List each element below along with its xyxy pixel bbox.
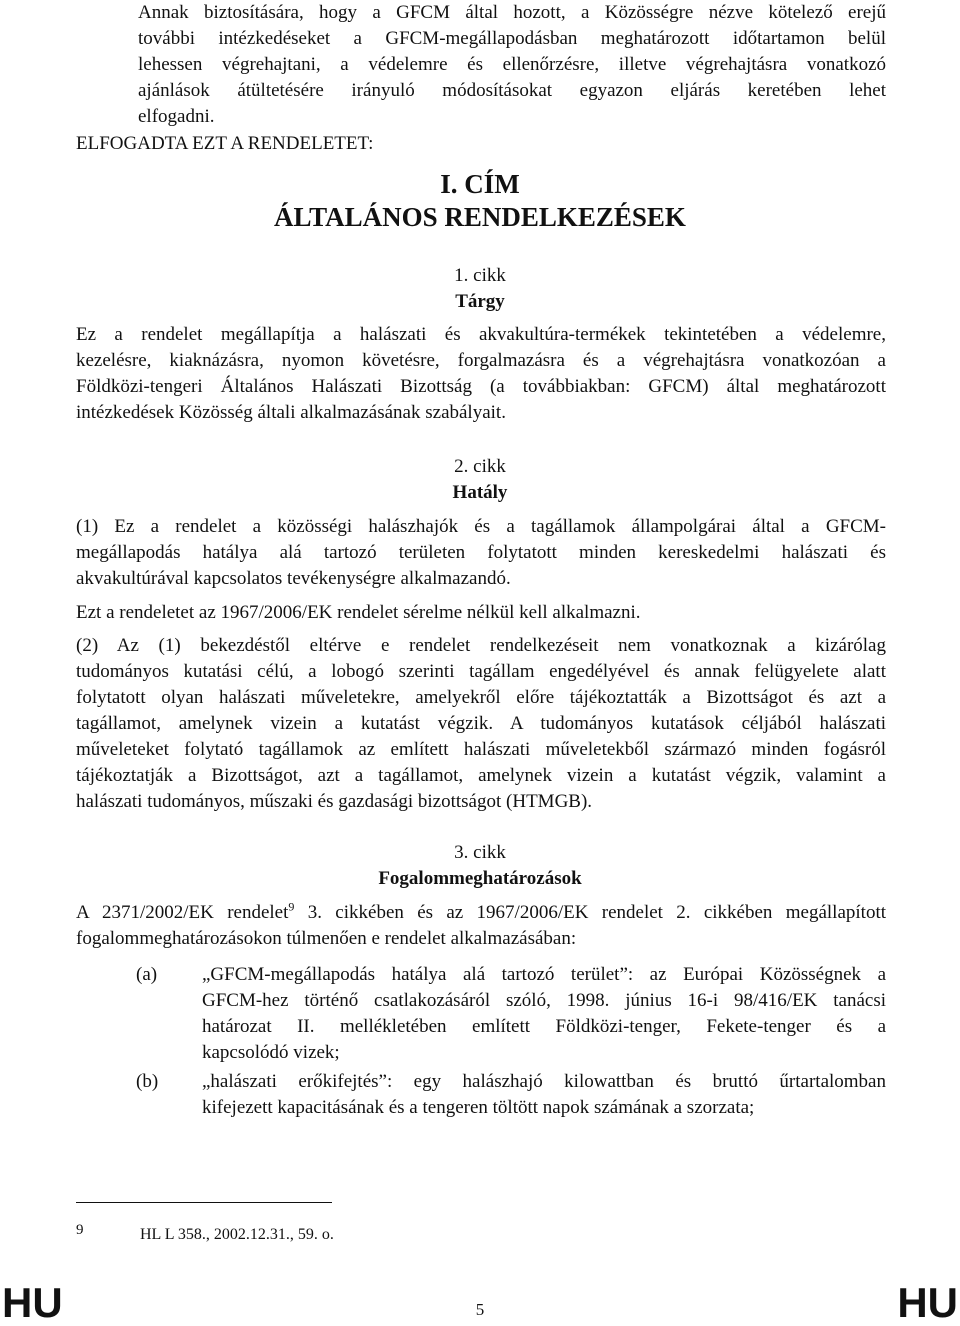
footer-language-right: HU (897, 1279, 958, 1326)
adopted-statement: ELFOGADTA EZT A RENDELETET: (76, 133, 374, 154)
article-1-line: Ez a rendelet megállapítja a halászati és akvakultúra-termékek tekintetében a védelemre, (76, 324, 886, 345)
item-a-line: határozat II. mellékletében említett Földközi-tenger, Fekete-tenger és a (202, 1016, 886, 1037)
item-a-text (202, 962, 886, 1066)
article-2-p3-line: folytatott olyan halászati műveletekre, amelyekről előre tájékoztatták a Bizottságot és azt a (76, 687, 886, 708)
footer-language-left: HU (2, 1279, 63, 1326)
article-2-p1-line: (1) Ez a rendelet a közösségi halászhajók és a tagállamok állampolgárai által a GFCM- (76, 516, 886, 537)
title-heading: ÁLTALÁNOS RENDELKEZÉSEK (274, 202, 686, 232)
article-1-line: kezelésre, kiaknázásra, nyomon követésre, forgalmazásra és a végrehajtásra vonatkozóan a (76, 350, 886, 371)
article-3-heading: Fogalommeghatározások (378, 868, 582, 889)
item-b-label: (b) (136, 1071, 159, 1092)
footnote-separator (76, 1202, 332, 1203)
item-a-line: kapcsolódó vizek; (202, 1042, 340, 1063)
article-2-paragraph-3 (76, 633, 886, 815)
article-2-p1-line: megállapodás hatálya alá tartozó területen folytatott minden kereskedelmi halászati és (76, 542, 886, 563)
article-3-number: 3. cikk (454, 842, 506, 863)
item-b-line: kifejezett kapacitásának és a tengeren töltött napok számának a szorzata; (202, 1097, 755, 1118)
article-1-line: Földközi-tengeri Általános Halászati Bizottság (a továbbiakban: GFCM) által meghatározott (76, 376, 886, 397)
article-2-paragraph-1 (76, 514, 886, 592)
article-1-number: 1. cikk (454, 265, 506, 286)
preamble-paragraph (138, 0, 886, 130)
article-2-p3-line: tagállamot, amelynek vizein a kutatást végzik. A tudományos kutatások céljából halászati (76, 713, 886, 734)
item-b-text (202, 1069, 886, 1121)
preamble-line: ajánlások átültetésére irányuló módosításokat egyazon eljárás keretében lehet (138, 80, 886, 101)
article-1-heading: Tárgy (455, 291, 505, 312)
article-1-line: intézkedések Közösség általi alkalmazásának szabályait. (76, 402, 506, 423)
article-2-number: 2. cikk (454, 456, 506, 477)
article-3-intro-line: A 2371/2002/EK rendelet$^9$ 3. cikkében és az 1967/2006/EK rendelet 2. cikkében megállapított (76, 899, 887, 923)
article-3-intro-line: fogalommeghatározásokon túlmenően e rendelet alkalmazásában: (76, 928, 577, 949)
article-2-heading: Hatály (452, 482, 508, 503)
article-2-p1-line: akvakultúrával kapcsolatos tevékenységre alkalmazandó. (76, 568, 511, 589)
item-a-line: „GFCM-megállapodás hatálya alá tartozó terület”: az Európai Közösségnek a (202, 964, 886, 985)
title-number: I. CÍM (440, 169, 520, 199)
article-1-paragraph (76, 322, 886, 426)
item-a-label: (a) (136, 964, 158, 985)
article-3-intro (76, 900, 886, 952)
article-2-p3-line: (2) Az (1) bekezdéstől eltérve e rendelet rendelkezéseit nem vonatkoznak a kizárólag (76, 635, 886, 656)
article-2-paragraph-2: Ezt a rendeletet az 1967/2006/EK rendelet sérelme nélkül kell alkalmazni. (76, 602, 641, 623)
article-2-p3-line: tudományos kutatási célú, a lobogó szerinti tagállam engedélyével és annak felügyelete alatt (76, 661, 886, 682)
footnote-text: HL L 358., 2002.12.31., 59. o. (140, 1226, 334, 1243)
item-a-line: GFCM-hez történő csatlakozásáról szóló, 1998. június 16-i 98/416/EK tanácsi (202, 990, 886, 1011)
footnote-reference[interactable]: 9 (288, 899, 295, 914)
article-2-p3-line: műveleteket folytató tagállamok az említett halászati műveletekből származó minden fogásról (76, 739, 886, 760)
preamble-line: lehessen végrehajtani, a védelemre és ellenőrzésre, illetve végrehajtásra vonatkozó (138, 54, 886, 75)
page-number: 5 (475, 1300, 485, 1319)
article-2-p3-line: tájékoztatják a Bizottságot, azt a tagállamot, amelynek vizein a kutatást végzik, valamint a (76, 765, 886, 786)
preamble-line: Annak biztosítására, hogy a GFCM által hozott, a Közösségre nézve kötelező erejű (138, 2, 886, 23)
item-b-line: „halászati erőkifejtés”: egy halászhajó kilowattban és bruttó űrtartalomban (202, 1071, 886, 1092)
footnote-number: 9 (76, 1222, 84, 1238)
preamble-line: elfogadni. (138, 106, 215, 127)
preamble-line: további intézkedéseket a GFCM-megállapodásban meghatározott időtartamon belül (138, 28, 886, 49)
article-2-p3-line: halászati tudományos, műszaki és gazdasági bizottságot (HTMGB). (76, 791, 593, 812)
